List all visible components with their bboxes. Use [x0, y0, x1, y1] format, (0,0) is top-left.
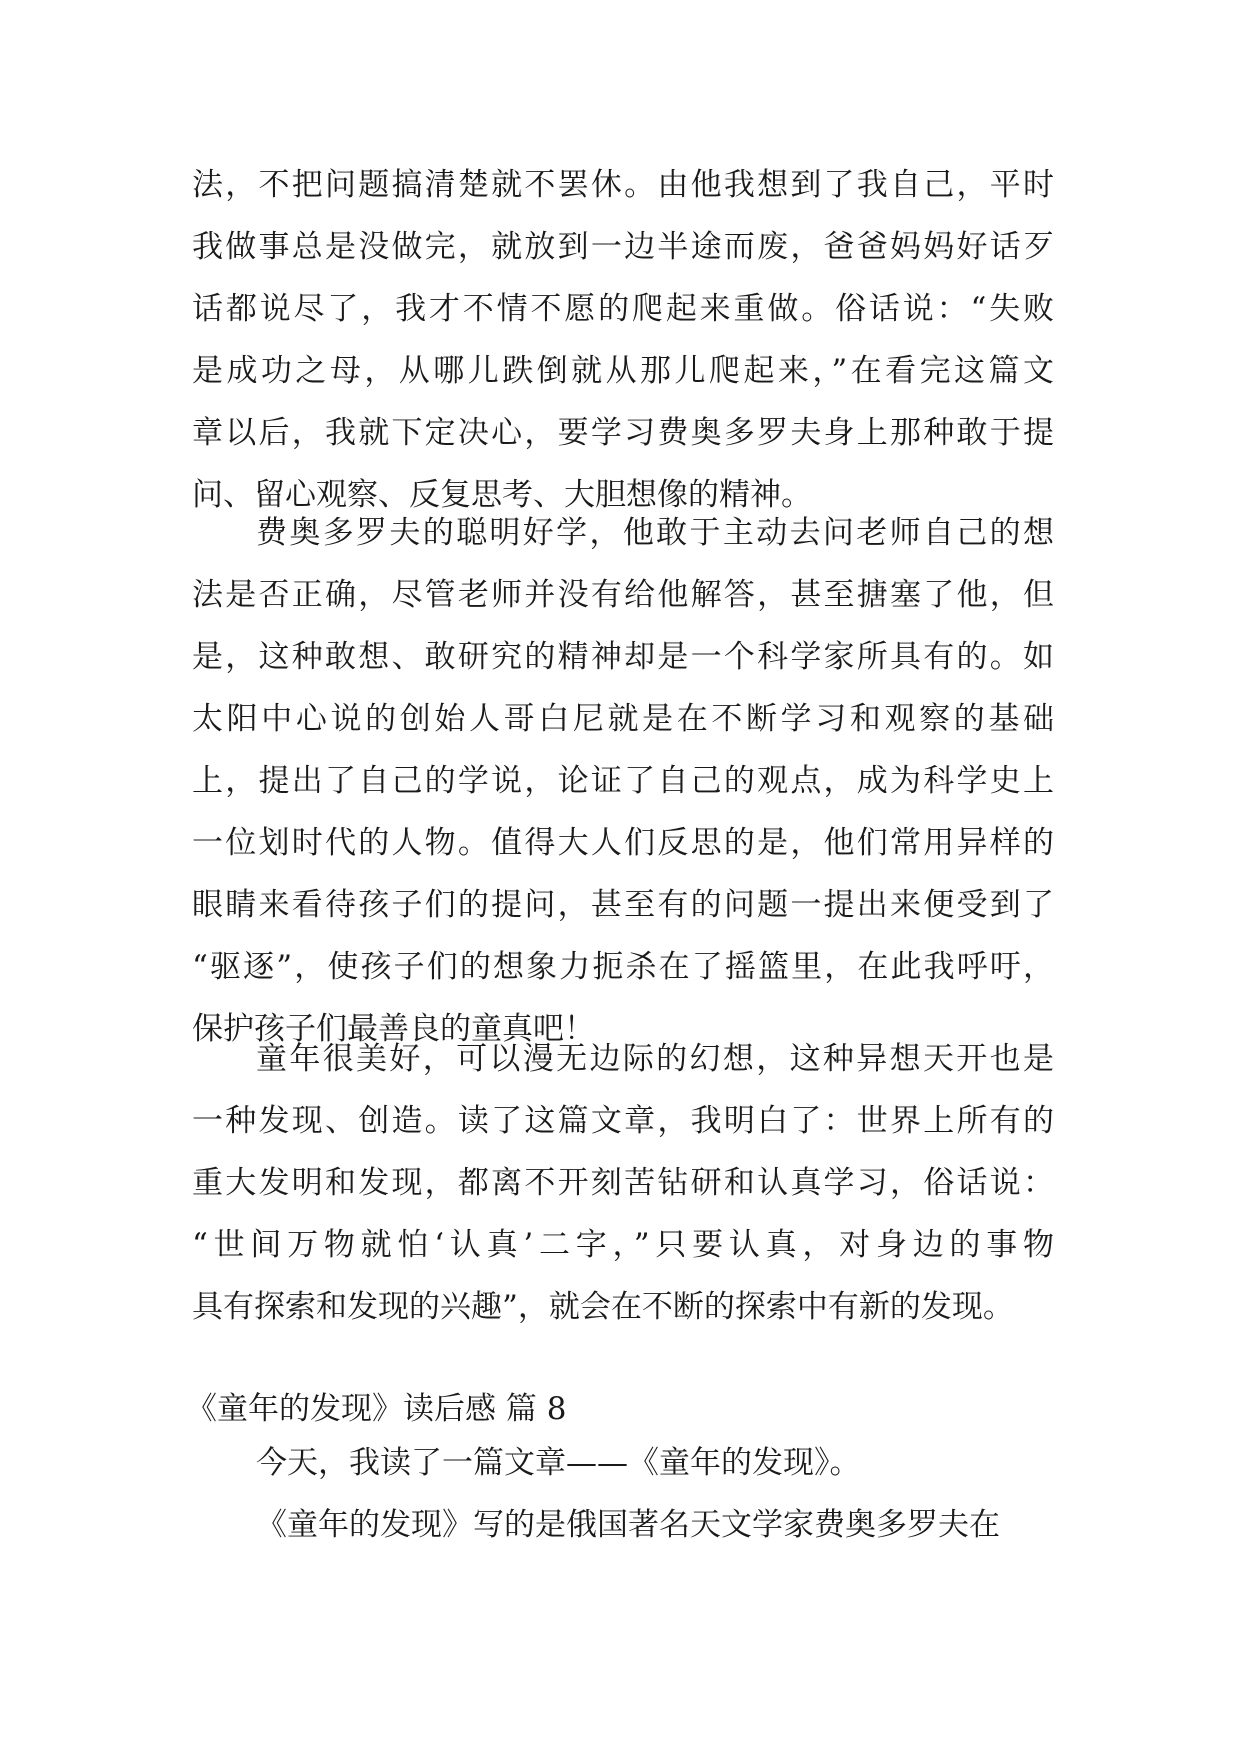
text-line: 法是否正确，尽管老师并没有给他解答，甚至搪塞了他，但: [192, 577, 1054, 613]
paragraph-continuation: [192, 154, 1054, 526]
text-line: 法，不把问题搞清楚就不罢休。由他我想到了我自己，平时: [192, 167, 1054, 203]
text-line: 今天，我读了一篇文章——《童年的发现》。: [256, 1445, 861, 1481]
text-line: 眼睛来看待孩子们的提问，甚至有的问题一提出来便受到了: [192, 887, 1054, 923]
text-line: 话都说尽了，我才不情不愿的爬起来重做。俗话说：“失败: [192, 291, 1054, 327]
text-line: 《童年的发现》写的是俄国著名天文学家费奥多罗夫在: [256, 1507, 1000, 1543]
paragraph-section-8: [192, 1432, 1054, 1556]
text-line: 是成功之母，从哪儿跌倒就从那儿爬起来，”在看完这篇文: [192, 353, 1054, 389]
text-line: 重大发明和发现，都离不开刻苦钻研和认真学习，俗话说：: [192, 1165, 1054, 1201]
text-line: 章以后，我就下定决心，要学习费奥多罗夫身上那种敢于提: [192, 415, 1054, 451]
text-line: 具有探索和发现的兴趣”，就会在不断的探索中有新的发现。: [192, 1289, 1014, 1325]
text-line: 问、留心观察、反复思考、大胆想像的精神。: [192, 477, 812, 513]
text-line: 太阳中心说的创始人哥白尼就是在不断学习和观察的基础: [192, 701, 1054, 737]
text-line: 费奥多罗夫的聪明好学，他敢于主动去问老师自己的想: [256, 515, 1054, 551]
text-line: 上，提出了自己的学说，论证了自己的观点，成为科学史上: [192, 763, 1054, 799]
text-line: “世间万物就怕‘认真’二字，”只要认真，对身边的事物: [192, 1227, 1054, 1263]
text-line: “驱逐”，使孩子们的想象力扼杀在了摇篮里，在此我呼吁，: [192, 949, 1054, 985]
text-line: 保护孩子们最善良的童真吧！: [192, 1011, 595, 1047]
text-line: 是，这种敢想、敢研究的精神却是一个科学家所具有的。如: [192, 639, 1054, 675]
text-line: 我做事总是没做完，就放到一边半途而废，爸爸妈妈好话歹: [192, 229, 1054, 265]
paragraph-childhood: [192, 1028, 1054, 1338]
text-line: 童年很美好，可以漫无边际的幻想，这种异想天开也是: [256, 1041, 1054, 1077]
text-line: 一种发现、创造。读了这篇文章，我明白了：世界上所有的: [192, 1103, 1054, 1139]
section-heading: 《童年的发现》读后感 篇 8: [186, 1391, 567, 1427]
paragraph-feodorov: [192, 502, 1054, 1060]
text-line: 一位划时代的人物。值得大人们反思的是，他们常用异样的: [192, 825, 1054, 861]
